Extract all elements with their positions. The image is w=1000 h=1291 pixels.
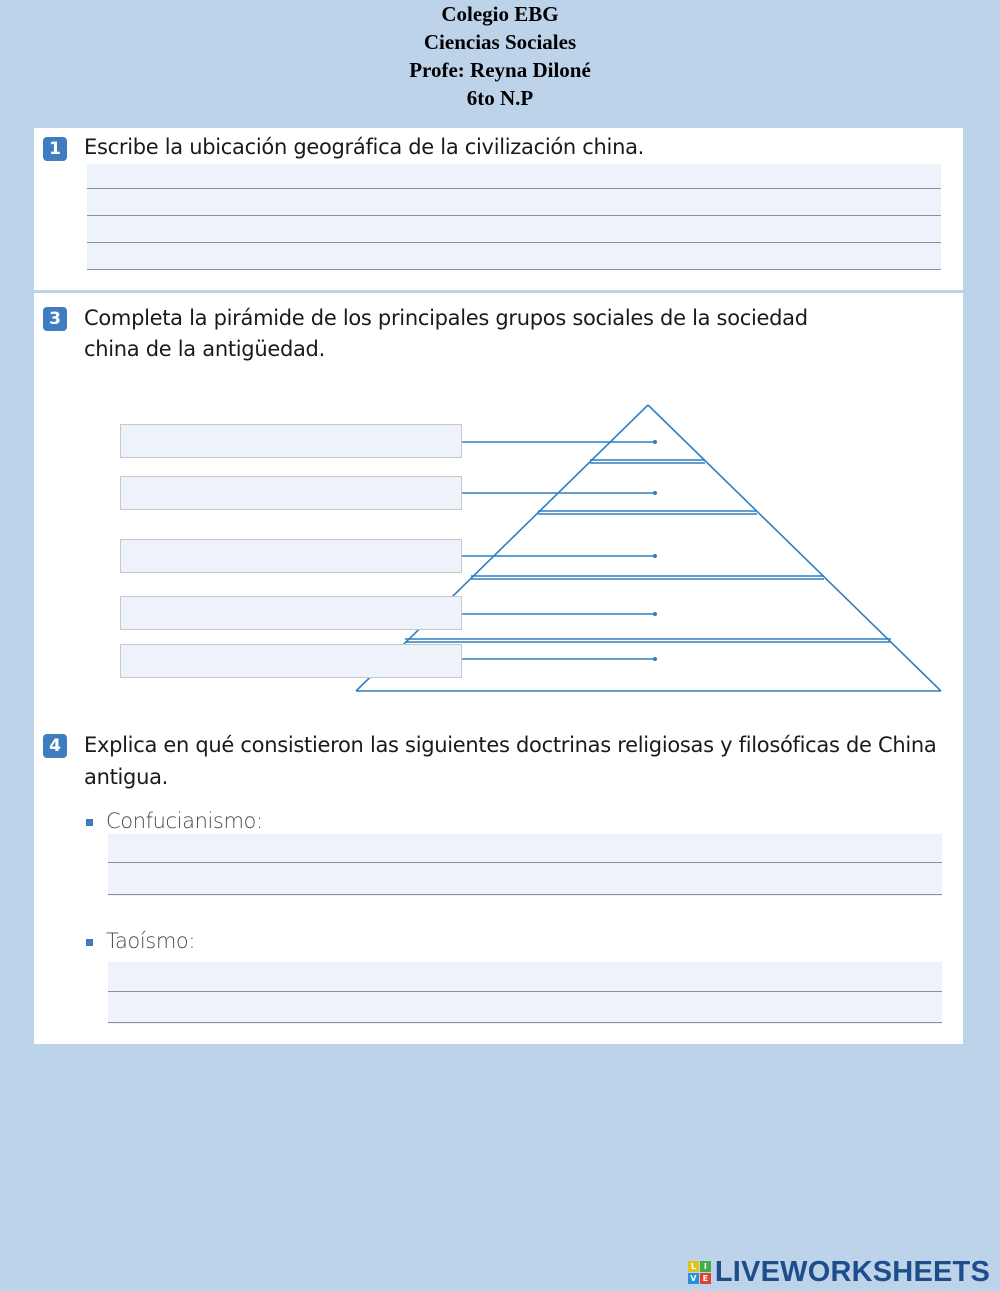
school-name: Colegio EBG	[441, 2, 559, 26]
question-1-text: Escribe la ubicación geográfica de la civilización china.	[84, 135, 645, 159]
liveworksheets-logo-icon: L I V E	[688, 1261, 711, 1284]
connector-dot-1	[653, 440, 657, 444]
teacher-name: Profe: Reyna Diloné	[409, 58, 591, 82]
question-1-number: 1	[43, 137, 67, 161]
question-4-text-line2: antigua.	[84, 765, 169, 789]
connector-dot-4	[653, 612, 657, 616]
question-4-number: 4	[43, 734, 67, 758]
bullet-icon	[86, 819, 93, 826]
question-3-text-line1: Completa la pirámide de los principales grupos sociales de la sociedad	[84, 306, 808, 330]
question-3-text-line2: china de la antigüedad.	[84, 337, 325, 361]
pyramid-answer-box-1[interactable]	[120, 424, 462, 458]
connector-dot-2	[653, 491, 657, 495]
pyramid-answer-box-2[interactable]	[120, 476, 462, 510]
pyramid-answer-box-3[interactable]	[120, 539, 462, 573]
liveworksheets-brand-text: LIVEWORKSHEETS	[714, 1255, 990, 1288]
grade-label: 6to N.P	[466, 86, 534, 110]
confucianismo-label: Confucianismo:	[106, 809, 263, 833]
worksheet-sheet	[34, 128, 963, 1044]
bullet-icon	[86, 939, 93, 946]
pyramid-answer-box-5[interactable]	[120, 644, 462, 678]
taoismo-label: Taoísmo:	[106, 929, 196, 953]
connector-dot-3	[653, 554, 657, 558]
taoismo-answer-area[interactable]	[108, 962, 942, 1024]
connector-dot-5	[653, 657, 657, 661]
pyramid-right-edge	[648, 405, 941, 691]
question-3-number: 3	[43, 307, 67, 331]
subject-name: Ciencias Sociales	[423, 30, 577, 54]
confucianismo-answer-area[interactable]	[108, 834, 942, 896]
question-4-text-line1: Explica en qué consistieron las siguientes doctrinas religiosas y filosóficas de China	[84, 733, 937, 757]
worksheet-header	[0, 0, 1000, 112]
pyramid-answer-box-4[interactable]	[120, 596, 462, 630]
social-pyramid-diagram	[34, 128, 963, 1044]
liveworksheets-logo[interactable]	[688, 1255, 990, 1289]
